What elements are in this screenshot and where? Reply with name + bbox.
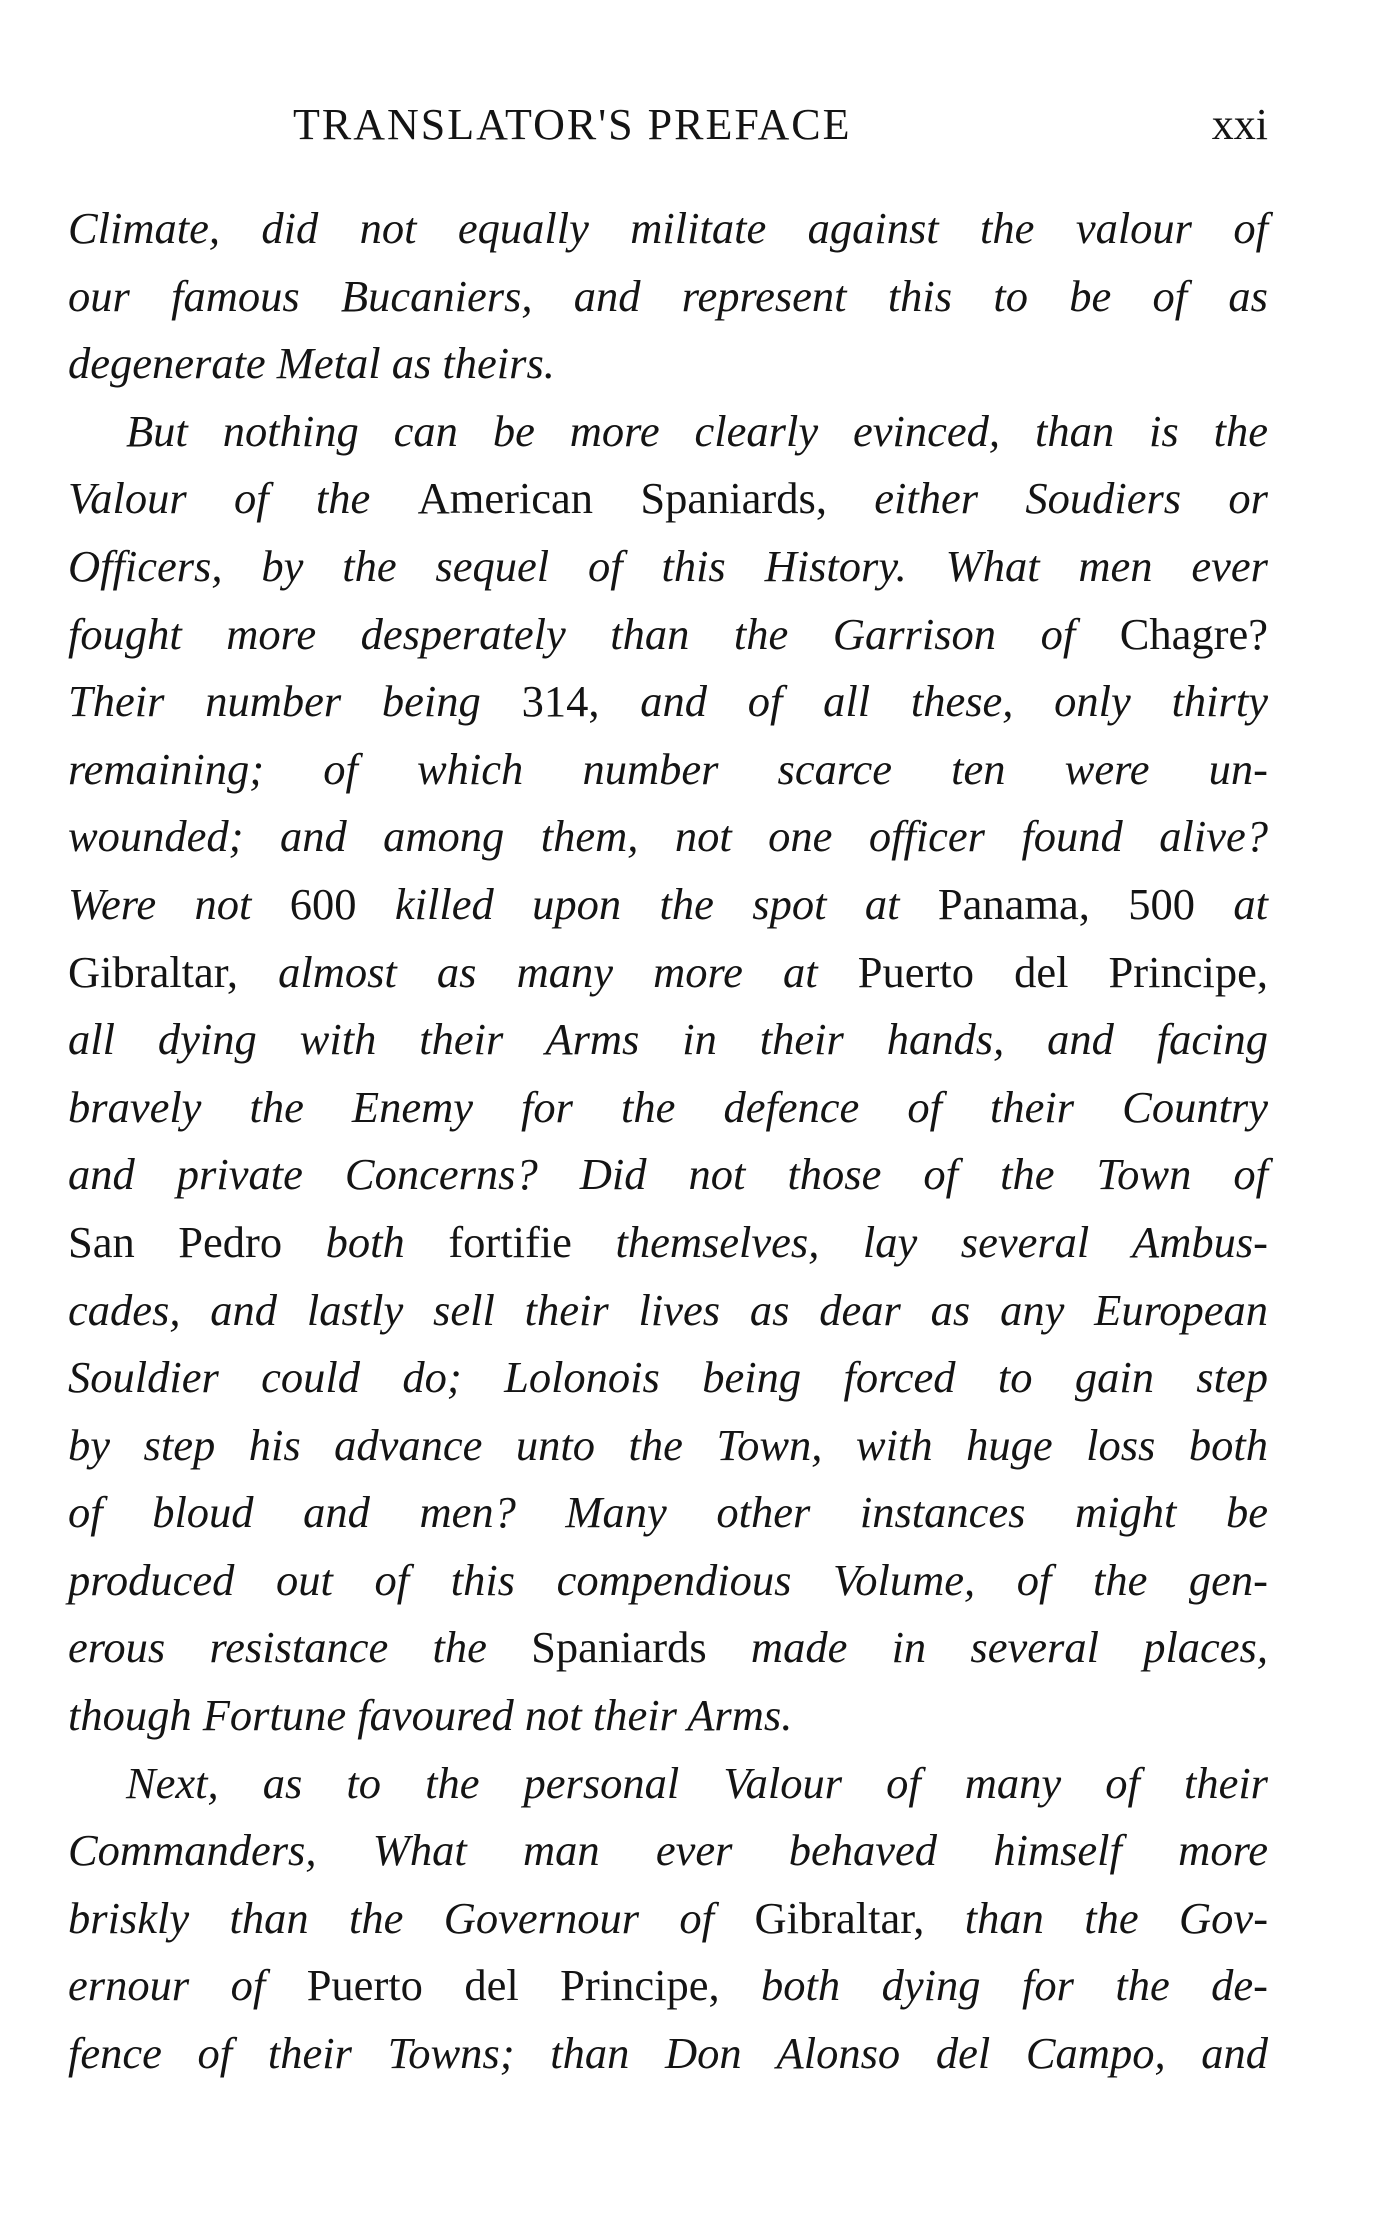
roman-word: 314, bbox=[521, 676, 600, 727]
text-line: Were not 600 killed upon the spot at Panama, 500 at bbox=[68, 878, 1268, 929]
text-line: briskly than the Governour of Gibraltar, than the Gov- bbox=[68, 1892, 1269, 1943]
roman-word: Gibraltar, bbox=[754, 1892, 925, 1943]
text-line: of bloud and men? Many other instances might be bbox=[68, 1487, 1268, 1538]
text-line: though Fortune favoured not their Arms. bbox=[68, 1690, 793, 1741]
text-line: ernour of Puerto del Principe, both dying for the de- bbox=[68, 1960, 1268, 2011]
page-number: xxi bbox=[1211, 100, 1268, 149]
running-title: TRANSLATOR'S PREFACE bbox=[293, 100, 852, 149]
text-line: Climate, did not equally militate against the valour of bbox=[68, 203, 1268, 253]
roman-word: 500 bbox=[1128, 878, 1195, 929]
text-line: and private Concerns? Did not those of the Town of bbox=[68, 1149, 1268, 1200]
roman-word: San Pedro bbox=[68, 1216, 283, 1267]
text-line: remaining; of which number scarce ten were un- bbox=[68, 743, 1268, 794]
text-line: Next, as to the personal Valour of many of their bbox=[126, 1757, 1268, 1808]
text-line: wounded; and among them, not one officer found alive? bbox=[68, 811, 1268, 862]
text-line: Gibraltar, almost as many more at Puerto del Principe, bbox=[68, 946, 1268, 997]
text-line: fought more desperately than the Garrison of Chagre? bbox=[68, 608, 1268, 659]
text-line: Their number being 314, and of all these, only thirty bbox=[68, 676, 1268, 727]
text-line: by step his advance unto the Town, with huge loss both bbox=[68, 1419, 1268, 1470]
text-line: Souldier could do; Lolonois being forced to gain step bbox=[68, 1352, 1268, 1403]
roman-word: 600 bbox=[289, 878, 357, 929]
text-line: cades, and lastly sell their lives as dear as any European bbox=[68, 1284, 1268, 1335]
roman-word: American Spaniards, bbox=[417, 473, 827, 524]
text-line: San Pedro both fortifie themselves, lay several Ambus- bbox=[68, 1216, 1268, 1267]
text-line: produced out of this compendious Volume, of the gen- bbox=[68, 1554, 1268, 1605]
roman-word: Puerto del Principe, bbox=[306, 1960, 720, 2011]
text-line: Officers, by the sequel of this History. What men ever bbox=[68, 540, 1268, 591]
text-line: fence of their Towns; than Don Alonso del Campo, and bbox=[68, 2028, 1268, 2079]
text-line: degenerate Metal as theirs. bbox=[68, 338, 555, 389]
text-line: bravely the Enemy for the defence of their Country bbox=[68, 1081, 1268, 1132]
roman-word: fortifie bbox=[448, 1216, 572, 1267]
text-line: our famous Bucaniers, and represent this to be of as bbox=[68, 270, 1268, 321]
running-header bbox=[68, 95, 1268, 155]
text-line: Commanders, What man ever behaved himself more bbox=[68, 1825, 1268, 1876]
roman-word: Spaniards bbox=[531, 1622, 707, 1673]
roman-word: Chagre? bbox=[1119, 608, 1268, 659]
roman-word: Gibraltar, bbox=[68, 946, 238, 997]
body-text bbox=[68, 195, 1268, 2088]
text-line: But nothing can be more clearly evinced, than is the bbox=[126, 405, 1268, 456]
roman-word: Puerto del Principe, bbox=[857, 946, 1268, 997]
roman-word: Panama, bbox=[937, 878, 1090, 929]
text-line: erous resistance the Spaniards made in several places, bbox=[68, 1622, 1269, 1673]
text-line: all dying with their Arms in their hands, and facing bbox=[68, 1014, 1268, 1065]
text-line: Valour of the American Spaniards, either Soudiers or bbox=[68, 473, 1268, 524]
